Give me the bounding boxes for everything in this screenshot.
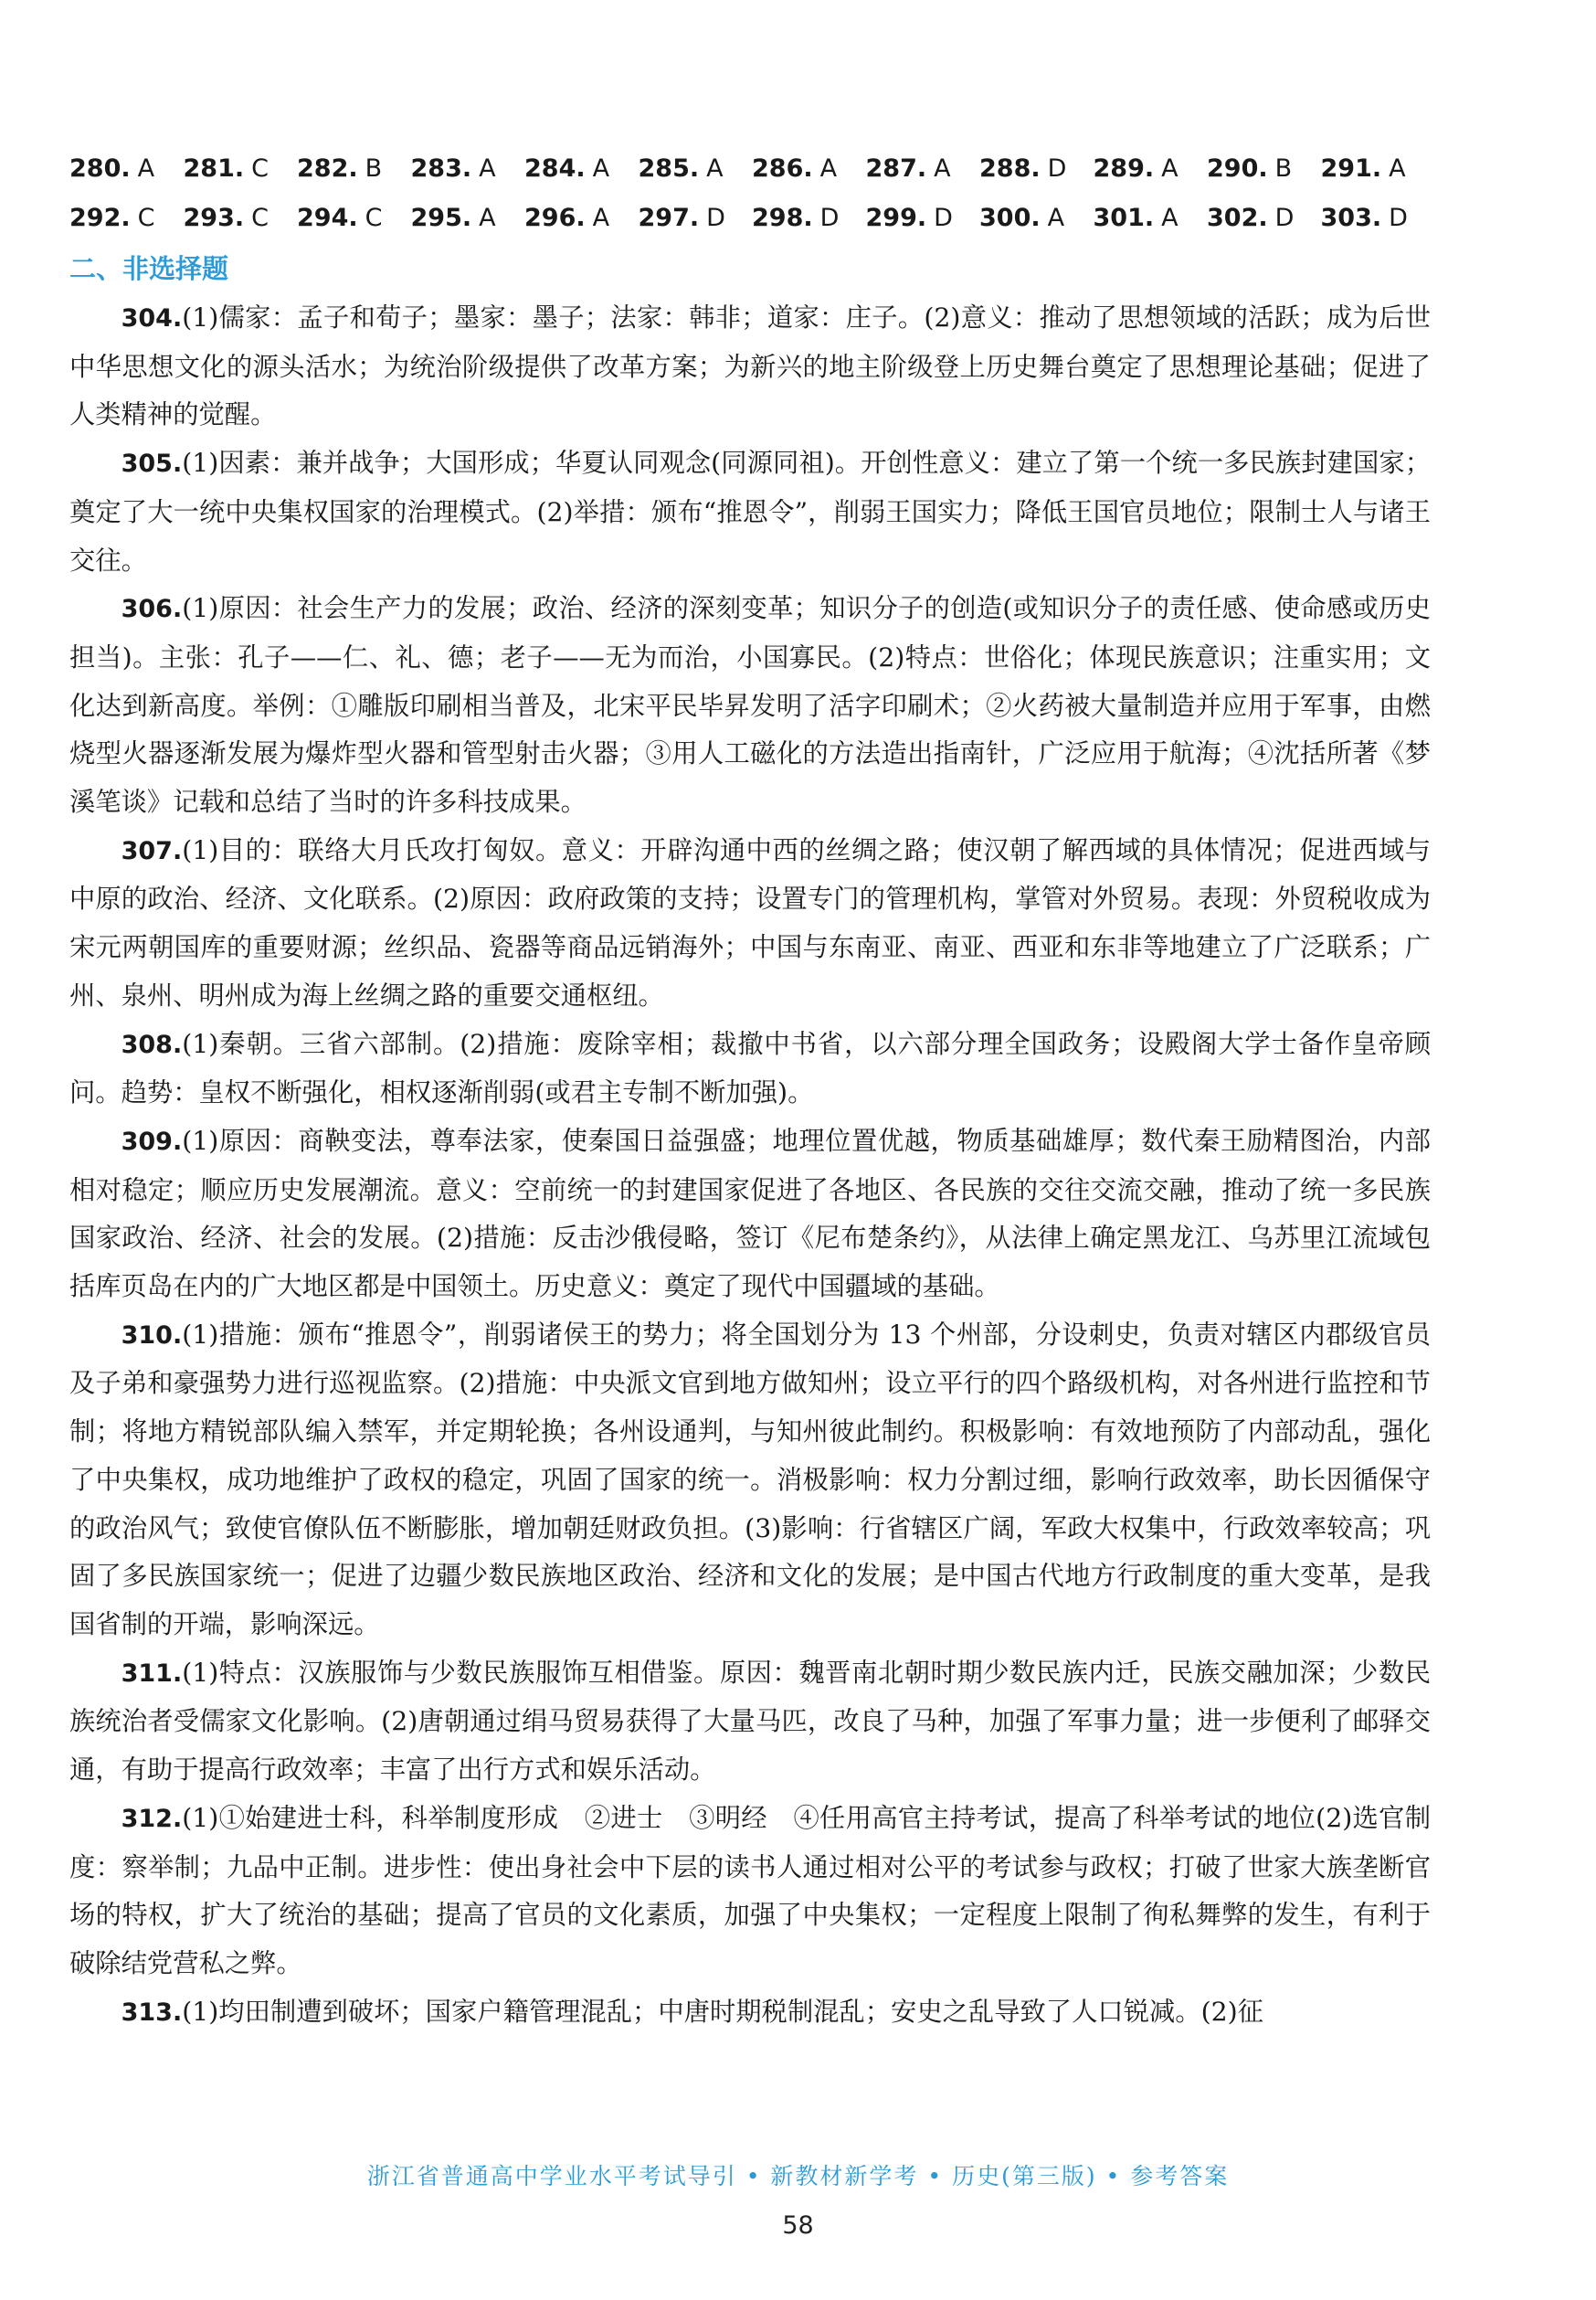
mc-question-number: 291. xyxy=(1320,154,1382,183)
mc-question-number: 283. xyxy=(410,154,472,183)
mc-item xyxy=(411,204,525,232)
question-number: 311. xyxy=(121,1659,183,1688)
answer-text: (1)特点：汉族服饰与少数民族服饰互相借鉴。原因：魏晋南北朝时期少数民族内迁，民族交融加深；少数民族统治者受儒家文化影响。(2)唐朝通过绢马贸易获得了大量马匹，改良了马种，加强了军事力量；进一步便利了邮驿交通，有助于提高行政效率；丰富了出行方式和娱乐活动。 xyxy=(69,1657,1431,1786)
question-number: 306. xyxy=(121,595,183,624)
question-number: 309. xyxy=(121,1127,183,1156)
mc-question-number: 303. xyxy=(1320,203,1382,232)
answer-paragraph xyxy=(69,1988,1431,2038)
answer-text: (1)均田制遭到破坏；国家户籍管理混乱；中唐时期税制混乱；安史之乱导致了人口锐减。(2)征 xyxy=(182,1996,1263,2027)
mc-question-number: 301. xyxy=(1093,203,1155,232)
mc-question-number: 293. xyxy=(183,203,245,232)
question-number: 313. xyxy=(121,1998,183,2027)
mc-answer-letter: A xyxy=(479,154,496,183)
open-answers xyxy=(69,294,1431,2037)
answer-paragraph xyxy=(69,440,1431,585)
mc-item xyxy=(1207,154,1321,183)
mc-answer-letter: D xyxy=(934,203,953,232)
mc-item xyxy=(297,204,411,232)
answer-text: (1)①始建进士科，科举制度形成 ②进士 ③明经 ④任用高官主持考试，提高了科举考试的地位(2)选官制度：察举制；九品中正制。进步性：使出身社会中下层的读书人通过相对公平的考试参与政权；打破了世家大族垄断官场的特权，扩大了统治的基础；提高了官员的文化素质，加强了中央集权；一定程度上限制了徇私舞弊的发生，有利于破除结党营私之弊。 xyxy=(69,1802,1431,1978)
mc-question-number: 296. xyxy=(524,203,586,232)
mc-question-number: 290. xyxy=(1207,154,1268,183)
mc-item xyxy=(1207,204,1321,232)
mc-item xyxy=(69,154,184,183)
answer-paragraph xyxy=(69,585,1431,827)
answer-text: (1)措施：颁布“推恩令”，削弱诸侯王的势力；将全国划分为 13 个州部，分设刺史，负责对辖区内郡级官员及子弟和豪强势力进行巡视监察。(2)措施：中央派文官到地方做知州；设立平行的四个路级机构，对各州进行监控和节制；将地方精锐部队编入禁军，并定期轮换；各州设通判，与知州彼此制约。积极影响：有效地预防了内部动乱，强化了中央集权，成功地维护了政权的稳定，巩固了国家的统一。消极影响：权力分割过细，影响行政效率，助长因循保守的政治风气；致使官僚队伍不断膨胀，增加朝廷财政负担。(3)影响：行省辖区广阔，军政大权集中，行政效率较高；巩固了多民族国家统一；促进了边疆少数民族地区政治、经济和文化的发展；是中国古代地方行政制度的重大变革，是我国省制的开端，影响深远。 xyxy=(69,1319,1431,1639)
mc-item xyxy=(752,204,866,232)
mc-answer-letter: A xyxy=(592,154,610,183)
answer-paragraph xyxy=(69,1649,1431,1795)
answer-paragraph xyxy=(69,294,1431,440)
answer-paragraph xyxy=(69,1021,1431,1118)
mc-answer-letter: D xyxy=(1274,203,1295,232)
mc-item xyxy=(411,154,525,183)
mc-item xyxy=(69,204,184,232)
mc-item xyxy=(639,204,753,232)
mc-item xyxy=(639,154,753,183)
mc-question-number: 285. xyxy=(638,154,700,183)
mc-item xyxy=(979,154,1094,183)
mc-item xyxy=(524,154,639,183)
mc-item xyxy=(752,154,866,183)
mc-answer-letter: C xyxy=(365,203,383,232)
mc-answer-letter: C xyxy=(251,154,269,183)
mc-item xyxy=(1321,204,1435,232)
mc-question-number: 280. xyxy=(69,154,131,183)
answer-text: (1)原因：商鞅变法，尊奉法家，使秦国日益强盛；地理位置优越，物质基础雄厚；数代秦王励精图治，内部相对稳定；顺应历史发展潮流。意义：空前统一的封建国家促进了各地区、各民族的交往交流交融，推动了统一多民族国家政治、经济、社会的发展。(2)措施：反击沙俄侵略，签订《尼布楚条约》，从法律上确定黑龙江、乌苏里江流域包括库页岛在内的广大地区都是中国领土。历史意义：奠定了现代中国疆域的基础。 xyxy=(69,1125,1431,1302)
mc-question-number: 282. xyxy=(297,154,358,183)
mc-question-number: 288. xyxy=(979,154,1041,183)
mc-item xyxy=(184,204,298,232)
mc-question-number: 302. xyxy=(1207,203,1268,232)
mc-answer-letter: D xyxy=(1047,154,1067,183)
answer-paragraph xyxy=(69,1118,1431,1311)
mc-question-number: 298. xyxy=(752,203,813,232)
section-title: 二、非选择题 xyxy=(69,253,229,284)
mc-item xyxy=(979,204,1094,232)
mc-question-number: 295. xyxy=(410,203,472,232)
mc-answer-letter: A xyxy=(1047,203,1065,232)
answer-paragraph xyxy=(69,827,1431,1021)
mc-answer-letter: B xyxy=(365,154,383,183)
mc-answer-letter: A xyxy=(706,154,724,183)
question-number: 305. xyxy=(121,450,183,479)
mc-question-number: 289. xyxy=(1093,154,1155,183)
mc-question-number: 281. xyxy=(183,154,245,183)
mc-item xyxy=(1094,154,1208,183)
mc-item xyxy=(524,204,639,232)
mc-answer-letter: A xyxy=(819,154,838,183)
question-number: 310. xyxy=(121,1320,183,1350)
mc-question-number: 284. xyxy=(524,154,586,183)
mc-answer-letter: B xyxy=(1274,154,1293,183)
question-number: 307. xyxy=(121,836,183,865)
multiple-choice-answers xyxy=(69,143,1495,242)
answer-text: (1)秦朝。三省六部制。(2)措施：废除宰相；裁撤中书省，以六部分理全国政务；设殿阁大学士备作皇帝顾问。趋势：皇权不断强化，相权逐渐削弱(或君主专制不断加强)。 xyxy=(69,1028,1431,1108)
mc-question-number: 292. xyxy=(69,203,131,232)
answer-text: (1)因素：兼并战争；大国形成；华夏认同观念(同源同祖)。开创性意义：建立了第一个统一多民族封建国家；奠定了大一统中央集权国家的治理模式。(2)举措：颁布“推恩令”，削弱王国实力；降低王国官员地位；限制士人与诸王交往。 xyxy=(69,448,1431,576)
question-number: 308. xyxy=(121,1030,183,1059)
mc-row-2 xyxy=(69,193,1495,242)
answer-text: (1)儒家：孟子和荀子；墨家：墨子；法家：韩非；道家：庄子。(2)意义：推动了思想领域的活跃；成为后世中华思想文化的源头活水；为统治阶级提供了改革方案；为新兴的地主阶级登上历史舞台奠定了思想理论基础；促进了人类精神的觉醒。 xyxy=(69,302,1431,430)
mc-answer-letter: A xyxy=(592,203,610,232)
mc-answer-letter: C xyxy=(137,203,155,232)
mc-answer-letter: D xyxy=(1389,203,1408,232)
mc-question-number: 294. xyxy=(297,203,358,232)
mc-question-number: 300. xyxy=(979,203,1041,232)
mc-question-number: 286. xyxy=(752,154,813,183)
mc-item xyxy=(297,154,411,183)
mc-question-number: 299. xyxy=(865,203,927,232)
mc-answer-letter: A xyxy=(1161,203,1179,232)
question-number: 304. xyxy=(121,304,183,333)
footer-book-title: 浙江省普通高中学业水平考试导引 • 新教材新学考 • 历史(第三版) • 参考答案 xyxy=(366,2163,1230,2189)
answer-paragraph xyxy=(69,1311,1431,1649)
mc-answer-letter: D xyxy=(819,203,840,232)
mc-item xyxy=(866,154,980,183)
mc-question-number: 297. xyxy=(638,203,700,232)
answer-paragraph xyxy=(69,1795,1431,1988)
mc-item xyxy=(184,154,298,183)
mc-answer-letter: A xyxy=(1161,154,1179,183)
mc-answer-letter: C xyxy=(251,203,269,232)
mc-item xyxy=(866,204,980,232)
question-number: 312. xyxy=(121,1804,183,1833)
mc-answer-letter: A xyxy=(1389,154,1406,183)
page-number: 58 xyxy=(782,2211,814,2240)
mc-answer-letter: D xyxy=(706,203,725,232)
mc-answer-letter: A xyxy=(137,154,155,183)
mc-answer-letter: A xyxy=(934,154,951,183)
mc-item xyxy=(1321,154,1435,183)
mc-row-1 xyxy=(69,143,1495,193)
mc-item xyxy=(1094,204,1208,232)
answer-text: (1)目的：联络大月氏攻打匈奴。意义：开辟沟通中西的丝绸之路；使汉朝了解西域的具体情况；促进西域与中原的政治、经济、文化联系。(2)原因：政府政策的支持；设置专门的管理机构，掌管对外贸易。表现：外贸税收成为宋元两朝国库的重要财源；丝织品、瓷器等商品远销海外；中国与东南亚、南亚、西亚和东非等地建立了广泛联系；广州、泉州、明州成为海上丝绸之路的重要交通枢纽。 xyxy=(69,834,1431,1011)
mc-answer-letter: A xyxy=(479,203,496,232)
answer-text: (1)原因：社会生产力的发展；政治、经济的深刻变革；知识分子的创造(或知识分子的责任感、使命感或历史担当)。主张：孔子——仁、礼、德；老子——无为而治，小国寡民。(2)特点：世俗化；体现民族意识；注重实用；文化达到新高度。举例：①雕版印刷相当普及，北宋平民毕昇发明了活字印刷术；②火药被大量制造并应用于军事，由燃烧型火器逐渐发展为爆炸型火器和管型射击火器；③用人工磁化的方法造出指南针，广泛应用于航海；④沈括所著《梦溪笔谈》记载和总结了当时的许多科技成果。 xyxy=(69,593,1431,818)
mc-question-number: 287. xyxy=(865,154,927,183)
